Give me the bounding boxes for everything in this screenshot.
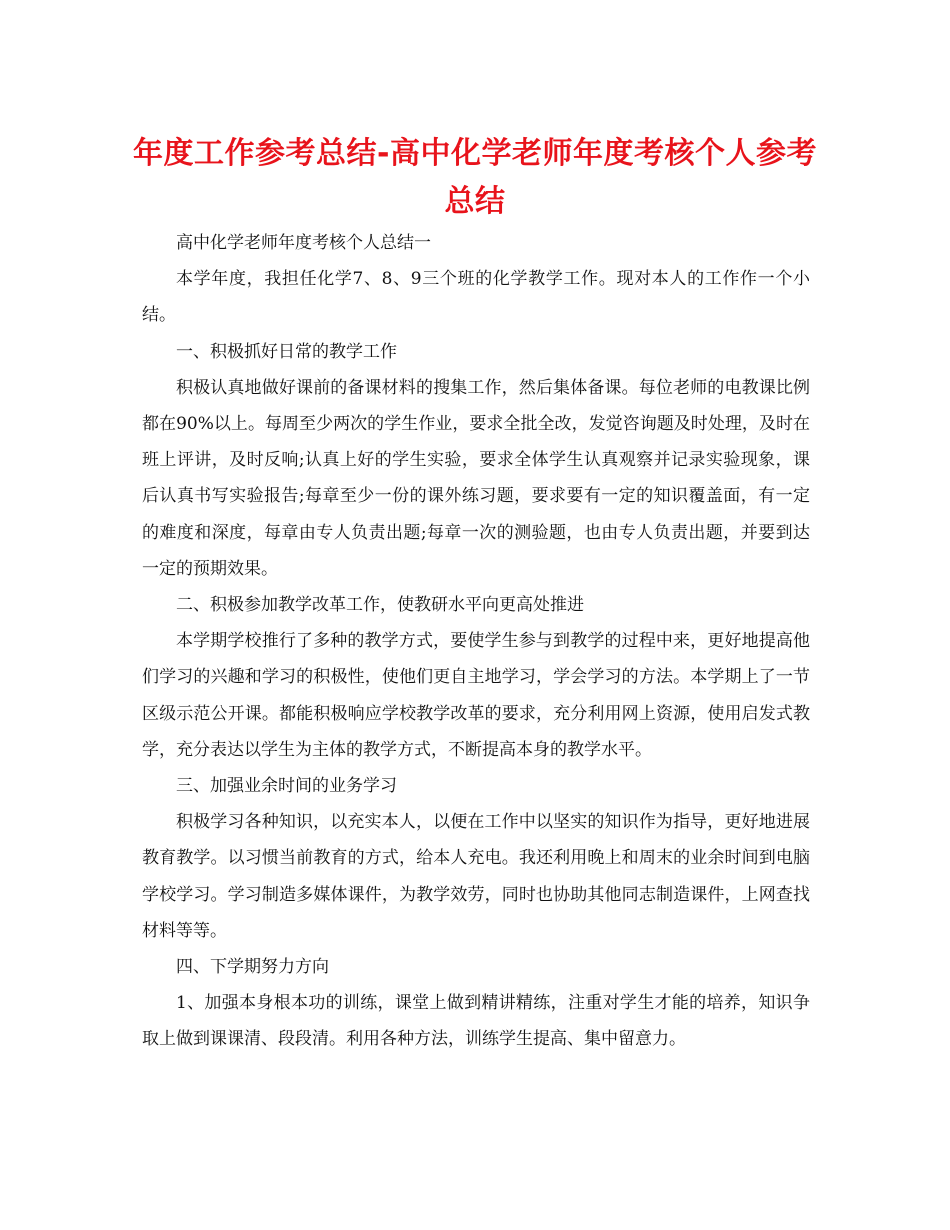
section-heading-spare-time-study: 三、加强业余时间的业务学习 [176, 776, 397, 797]
body-paragraph-teaching-reform: 本学期学校推行了多种的教学方式，要使学生参与到教学的过程中来，更好地提高他们学习的兴趣和学习的积极性，使他们更自主地学习，学会学习的方法。本学期上了一节区级示范公开课。都能积极响应学校教学改革的要求，充分利用网上资源，使用启发式教学，充分表达以学生为主体的教学方式，不断提高本身的教学水平。 [142, 631, 810, 760]
section-heading-summary-one: 高中化学老师年度考核个人总结一 [176, 233, 431, 253]
body-paragraph-spare-time-study: 积极学习各种知识，以充实本人，以便在工作中以坚实的知识作为指导，更好地进展教育教学。以习惯当前教育的方式，给本人充电。我还利用晚上和周末的业余时间到电脑学校学习。学习制造多媒体课件，为教学效劳，同时也协助其他同志制造课件，上网查找材料等等。 [142, 812, 810, 941]
intro-paragraph: 本学年度，我担任化学7、8、9三个班的化学教学工作。现对本人的工作作一个小结。 [142, 269, 810, 326]
section-heading-teaching-reform: 二、积极参加教学改革工作，使教研水平向更高处推进 [176, 595, 584, 616]
document-title: 年度工作参考总结-高中化学老师年度考核个人参考总结 [133, 136, 817, 219]
section-heading-daily-teaching: 一、积极抓好日常的教学工作 [176, 341, 397, 362]
body-paragraph-daily-teaching: 积极认真地做好课前的备课材料的搜集工作，然后集体备课。每位老师的电教课比例都在90%以上。每周至少两次的学生作业，要求全批全改，发觉咨询题及时处理，及时在班上评讲，及时反响;认真上好的学生实验，要求全体学生认真观察并记录实验现象，课后认真书写实验报告;每章至少一份的课外练习题，要求要有一定的知识覆盖面，有一定的难度和深度，每章由专人负责出题;每章一次的测验题，也由专人负责出题，并要到达一定的预期效果。 [142, 377, 810, 579]
document-body [142, 225, 810, 1058]
body-paragraph-next-term: 1、加强本身根本功的训练，课堂上做到精讲精练，注重对学生才能的培养，知识争取上做到课课清、段段清。利用各种方法，训练学生提高、集中留意力。 [142, 993, 810, 1050]
section-heading-next-term: 四、下学期努力方向 [176, 957, 329, 978]
